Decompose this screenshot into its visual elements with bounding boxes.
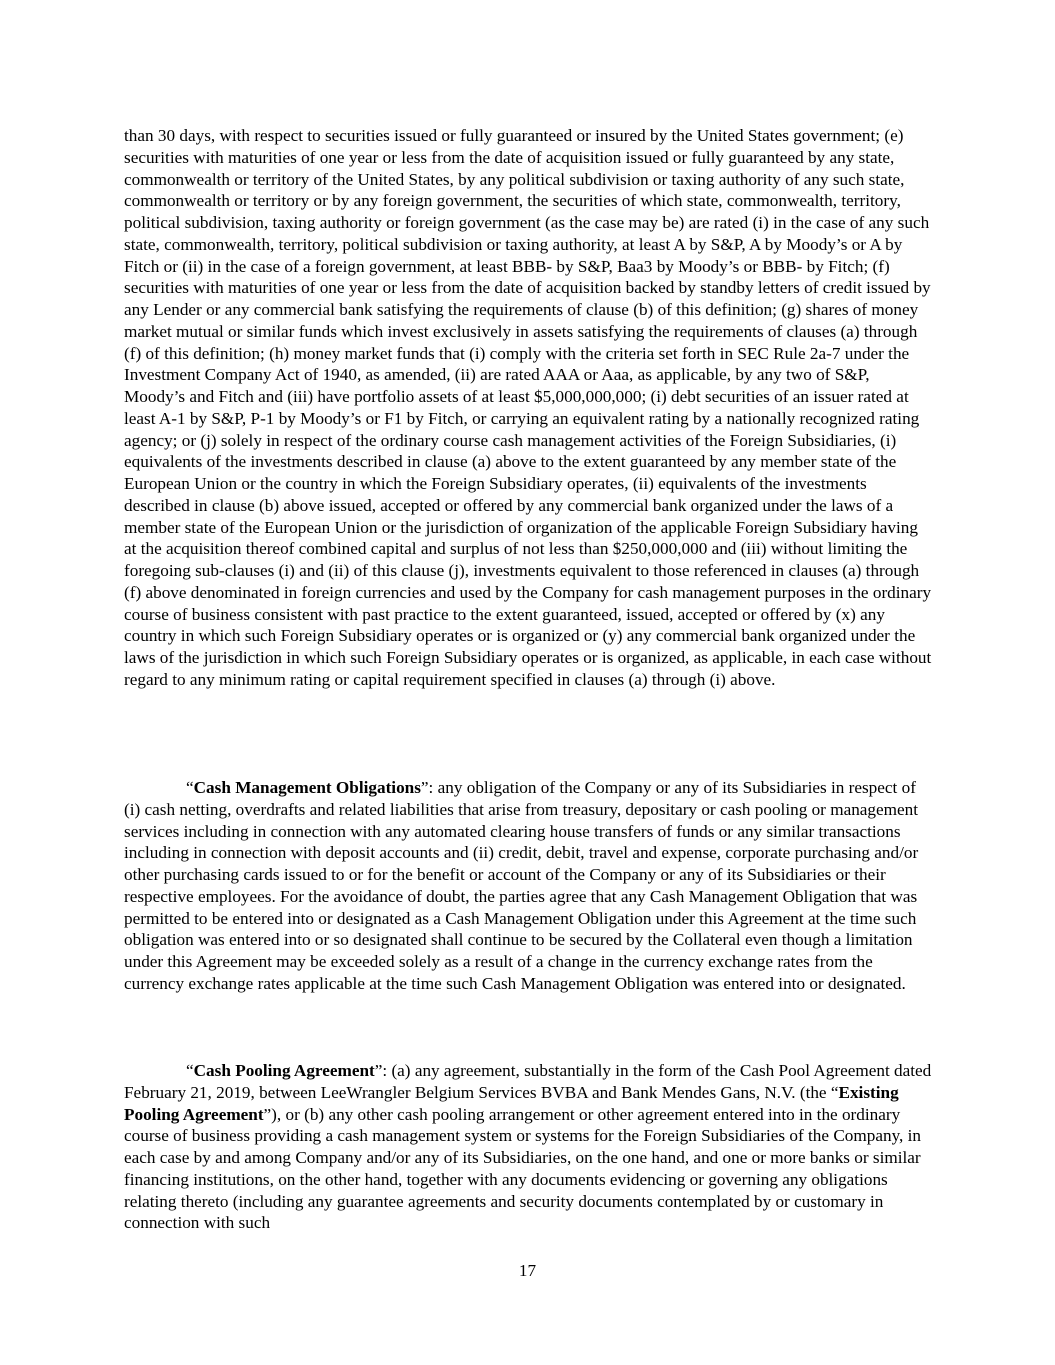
definition-text: ”: (a) any agreement, substantially in the form of the Cash Pool Agreement dated February 21, 2019, between LeeWrangler Belgium Services BVBA and Bank Mendes Gans, N.V. (the “ <box>124 1061 932 1102</box>
paragraph-cash-management-obligations <box>124 777 934 995</box>
paragraph-cash-equivalents-continued <box>124 125 934 691</box>
paragraph-cash-pooling-agreement <box>124 1060 934 1234</box>
definition-paragraph <box>124 1060 934 1234</box>
page-number: 17 <box>518 1261 537 1280</box>
definition-text-continued: ”), or (b) any other cash pooling arrangement or other agreement entered into in the ordinary course of business providing a cash management system or systems for the Foreign Subsidiaries of the Company, in each case by and among Company and/or any of its Subsidiaries, on the one hand, and one or more banks or similar financing institutions, on the other hand, together with any documents evidencing or governing any obligations relating thereto (including any guarantee agreements and security documents contemplated by or customary in connection with such <box>124 1104 922 1233</box>
defined-term-existing-pooling: Existing Pooling Agreement <box>124 1082 899 1124</box>
defined-term: Cash Management Obligations <box>193 778 421 797</box>
open-quote: “ <box>186 778 194 797</box>
open-quote: “ <box>186 1061 194 1080</box>
definition-paragraph <box>124 777 934 995</box>
definition-text: ”: any obligation of the Company or any of its Subsidiaries in respect of (i) cash netting, overdrafts and related liabilities that arise from treasury, depositary or cash pooling or management services including in connection with any automated clearing house transfers of funds or any similar transactions including in connection with deposit accounts and (ii) credit, debit, travel and expense, corporate purchasing and/or other purchasing cards issued to or for the benefit or account of the Company or any of its Subsidiaries or their respective employees. For the avoidance of doubt, the parties agree that any Cash Management Obligation that was permitted to be entered into or designated as a Cash Management Obligation under this Agreement at the time such obligation was entered into or so designated shall continue to be secured by the Collateral even though a limitation under this Agreement may be exceeded solely as a result of a change in the currency exchange rates from the currency exchange rates applicable at the time such Cash Management Obligation was entered into or designated. <box>124 778 919 993</box>
defined-term: Cash Pooling Agreement <box>193 1061 375 1080</box>
paragraph-text: than 30 days, with respect to securities issued or fully guaranteed or insured by the United States government; (e) securities with maturities of one year or less from the date of acquisition issued or fully guaranteed by any state, commonwealth or territory of the United States, by any political subdivision or taxing authority of any such state, commonwealth or territory or by any foreign government, the securities of which state, commonwealth, territory, political subdivision, taxing authority or foreign government (as the case may be) are rated (i) in the case of any such state, commonwealth, territory, political subdivision or taxing authority, at least A by S&P, A by Moody’s or A by Fitch or (ii) in the case of a foreign government, at least BBB- by S&P, Baa3 by Moody’s or BBB- by Fitch; (f) securities with maturities of one year or less from the date of acquisition backed by standby letters of credit issued by any Lender or any commercial bank satisfying the requirements of clause (b) of this definition; (g) shares of money market mutual or similar funds which invest exclusively in assets satisfying the requirements of clauses (a) through (f) of this definition; (h) money market funds that (i) comply with the criteria set forth in SEC Rule 2a-7 under the Investment Company Act of 1940, as amended, (ii) are rated AAA or Aaa, as applicable, by any two of S&P, Moody’s and Fitch and (iii) have portfolio assets of at least $5,000,000,000; (i) debt securities of an issuer rated at least A-1 by S&P, P-1 by Moody’s or F1 by Fitch, or carrying an equivalent rating by a nationally recognized rating agency; or (j) solely in respect of the ordinary course cash management activities of the Foreign Subsidiaries, (i) equivalents of the investments described in clause (a) above to the extent guaranteed by any member state of the European Union or the country in which the Foreign Subsidiary operates, (ii) equivalents of the investments described in clause (b) above issued, accepted or offered by any commercial bank organized under the laws of a member state of the European Union or the jurisdiction of organization of the applicable Foreign Subsidiary having at the acquisition thereof combined capital and surplus of not less than $250,000,000 and (iii) without limiting the foregoing sub-clauses (i) and (ii) of this clause (j), investments equivalent to those referenced in clauses (a) through (f) above denominated in foreign currencies and used by the Company for cash management purposes in the ordinary course of business consistent with past practice to the extent guaranteed, issued, accepted or offered by (x) any country in which such Foreign Subsidiary operates or is organized or (y) any commercial bank organized under the laws of the jurisdiction in which such Foreign Subsidiary operates or is organized, as applicable, in each case without regard to any minimum rating or capital requirement specified in clauses (a) through (i) above. <box>124 126 932 689</box>
